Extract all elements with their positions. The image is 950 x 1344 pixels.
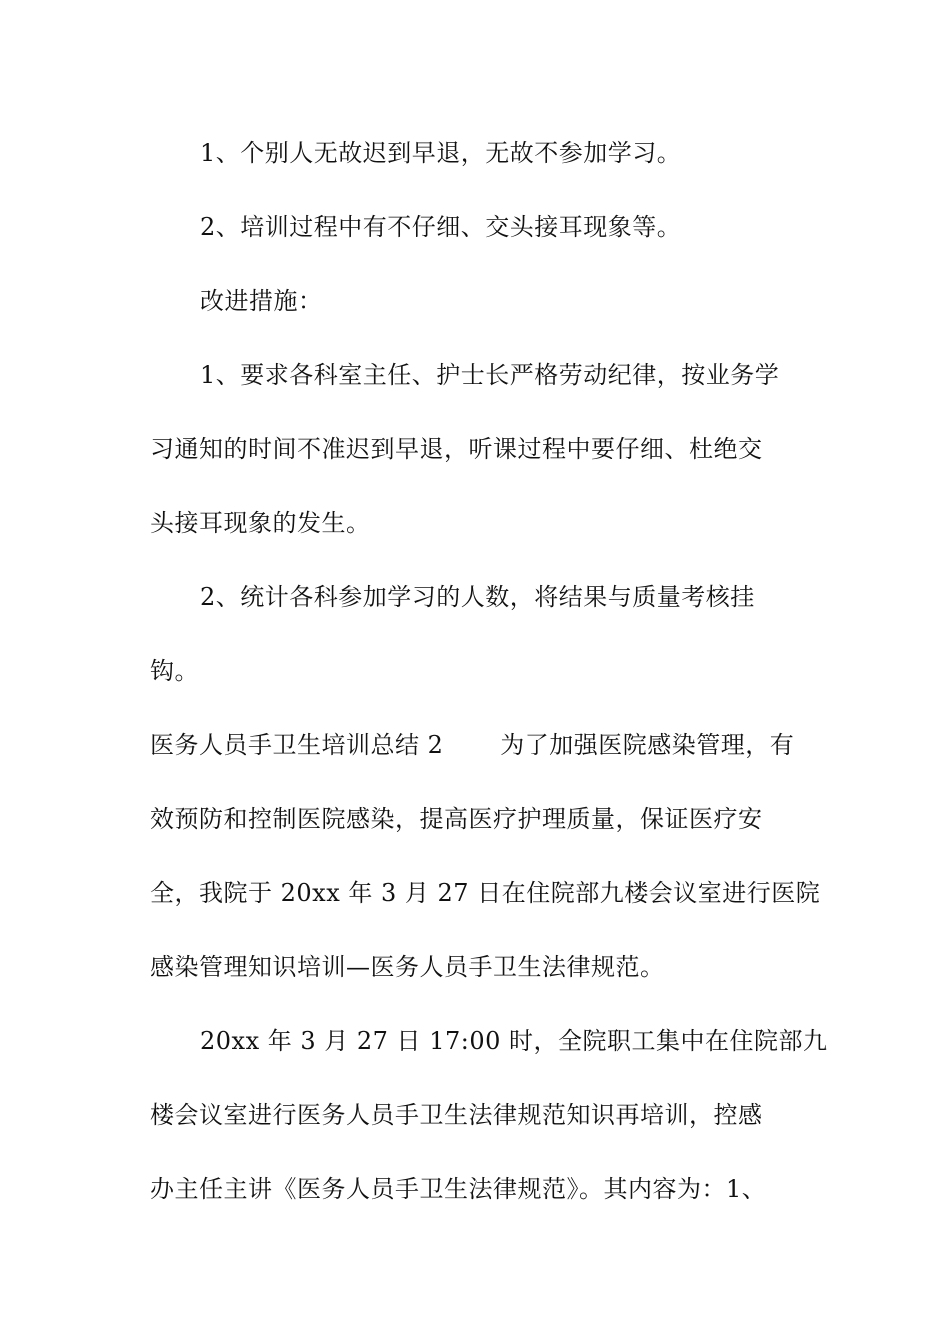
text-line: 习通知的时间不准迟到早退，听课过程中要仔细、杜绝交 xyxy=(150,435,763,463)
text-line: 钩。 xyxy=(150,657,199,685)
text-line: 2、培训过程中有不仔细、交头接耳现象等。 xyxy=(200,213,682,241)
text-line: 改进措施： xyxy=(200,287,323,315)
text-line: 效预防和控制医院感染，提高医疗护理质量，保证医疗安 xyxy=(150,805,763,833)
text-line: 全，我院于 20xx 年 3 月 27 日在住院部九楼会议室进行医院 xyxy=(150,879,821,907)
text-line: 办主任主讲《医务人员手卫生法律规范》。其内容为：1、 xyxy=(150,1175,767,1203)
text-line: 1、要求各科室主任、护士长严格劳动纪律，按业务学 xyxy=(200,361,780,389)
section-heading-line: 医务人员手卫生培训总结 2 为了加强医院感染管理，有 xyxy=(150,731,795,759)
text-line: 1、个别人无故迟到早退，无故不参加学习。 xyxy=(200,139,682,167)
text-line: 20xx 年 3 月 27 日 17:00 时，全院职工集中在住院部九 xyxy=(200,1027,828,1055)
text-line: 2、统计各科参加学习的人数，将结果与质量考核挂 xyxy=(200,583,755,611)
text-line: 楼会议室进行医务人员手卫生法律规范知识再培训，控感 xyxy=(150,1101,763,1129)
text-line: 头接耳现象的发生。 xyxy=(150,509,371,537)
text-line: 感染管理知识培训—医务人员手卫生法律规范。 xyxy=(150,953,665,981)
